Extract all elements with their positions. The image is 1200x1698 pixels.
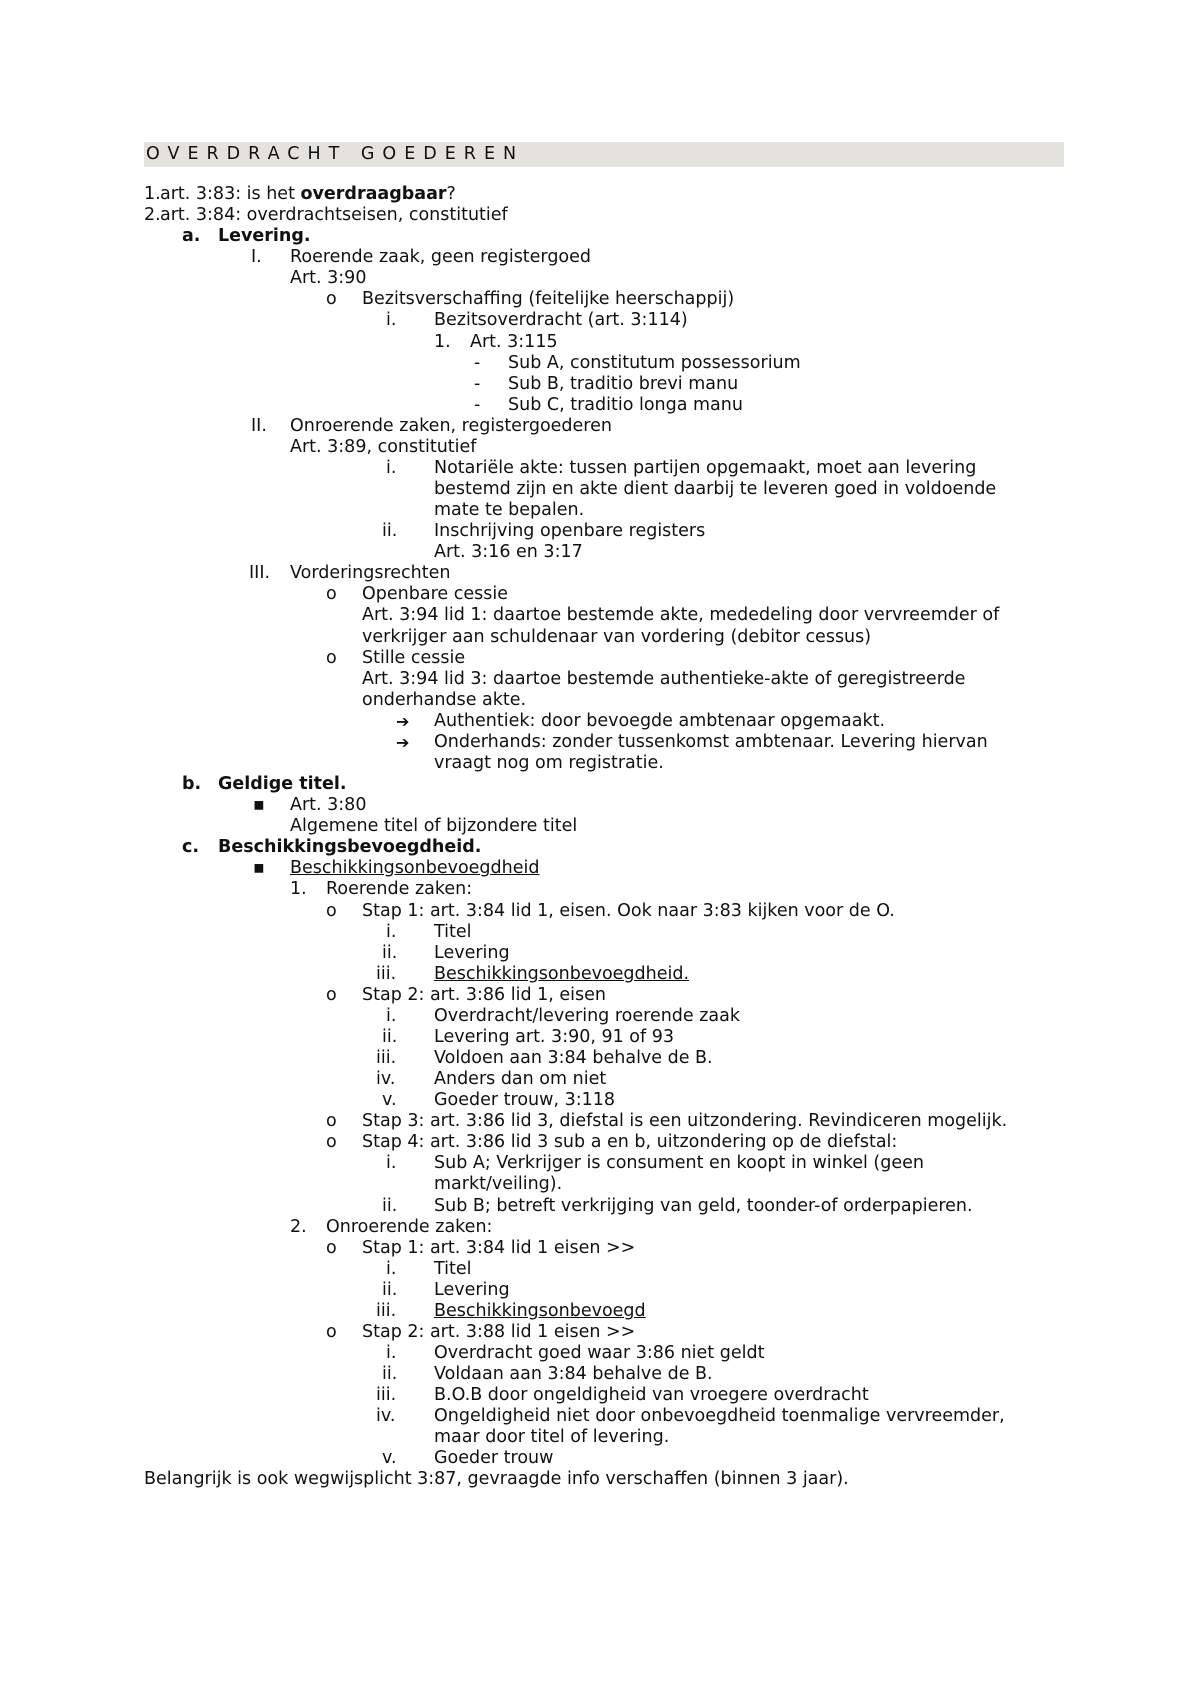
list-marker: i. bbox=[386, 310, 397, 330]
text-line: Notariële akte: tussen partijen opgemaakt, moet aan levering bbox=[434, 458, 977, 478]
text-line: markt/veiling). bbox=[434, 1174, 563, 1194]
text-line: Levering. bbox=[218, 226, 311, 246]
text-line: verkrijger aan schuldenaar van vordering (debitor cessus) bbox=[362, 627, 872, 647]
text-line: Sub A, constitutum possessorium bbox=[508, 353, 801, 373]
text-line: Goeder trouw bbox=[434, 1448, 554, 1468]
list-marker: iv. bbox=[376, 1406, 396, 1426]
list-marker: ▪ bbox=[253, 858, 265, 878]
list-marker: I. bbox=[251, 247, 262, 267]
list-marker: i. bbox=[386, 1006, 397, 1026]
list-marker: ii. bbox=[382, 1196, 398, 1216]
text-line: Beschikkingsbevoegdheid. bbox=[218, 837, 482, 857]
list-marker: II. bbox=[251, 416, 267, 436]
text-line: Stap 4: art. 3:86 lid 3 sub a en b, uitzondering op de diefstal: bbox=[362, 1132, 898, 1152]
list-marker: o bbox=[326, 584, 337, 604]
list-marker: 2. bbox=[144, 205, 161, 225]
text-line: Stap 2: art. 3:86 lid 1, eisen bbox=[362, 985, 606, 1005]
list-marker: 1. bbox=[434, 332, 451, 352]
list-marker: 1. bbox=[144, 184, 161, 204]
text-line: Openbare cessie bbox=[362, 584, 508, 604]
bold-term: overdraagbaar bbox=[300, 184, 447, 204]
list-marker: 1. bbox=[290, 879, 307, 899]
list-marker: o bbox=[326, 1322, 337, 1342]
text-line: Bezitsoverdracht (art. 3:114) bbox=[434, 310, 688, 330]
text-line: Ongeldigheid niet door onbevoegdheid toenmalige vervreemder, bbox=[434, 1406, 1005, 1426]
text-line: Belangrijk is ook wegwijsplicht 3:87, gevraagde info verschaffen (binnen 3 jaar). bbox=[144, 1469, 849, 1489]
list-marker: i. bbox=[386, 1153, 397, 1173]
list-marker: ➔ bbox=[396, 733, 410, 752]
text-line: Geldige titel. bbox=[218, 774, 347, 794]
list-marker: iii. bbox=[376, 1048, 397, 1068]
list-marker: v. bbox=[382, 1090, 397, 1110]
text-line: Beschikkingsonbevoegd bbox=[434, 1301, 646, 1321]
list-marker: o bbox=[326, 901, 337, 921]
text-line: Stap 3: art. 3:86 lid 3, diefstal is een uitzondering. Revindiceren mogelijk. bbox=[362, 1111, 1008, 1131]
text-line: Art. 3:16 en 3:17 bbox=[434, 542, 583, 562]
text-line: Art. 3:89, constitutief bbox=[290, 437, 477, 457]
text-line: Art. 3:94 lid 3: daartoe bestemde authentieke-akte of geregistreerde bbox=[362, 669, 966, 689]
text-line: Onderhands: zonder tussenkomst ambtenaar. Levering hiervan bbox=[434, 732, 988, 752]
text-line: Stille cessie bbox=[362, 648, 466, 668]
text-line: Overdracht goed waar 3:86 niet geldt bbox=[434, 1343, 765, 1363]
text-line: Roerende zaken: bbox=[326, 879, 473, 899]
list-marker: ii. bbox=[382, 521, 398, 541]
list-marker: iv. bbox=[376, 1069, 396, 1089]
text-segment: ? bbox=[446, 184, 456, 204]
list-marker: ▪ bbox=[253, 795, 265, 815]
list-marker: i. bbox=[386, 1259, 397, 1279]
text-line: bestemd zijn en akte dient daarbij te leveren goed in voldoende bbox=[434, 479, 997, 499]
text-line: Beschikkingsonbevoegdheid. bbox=[434, 964, 690, 984]
text-line: onderhandse akte. bbox=[362, 690, 527, 710]
list-marker: iii. bbox=[376, 964, 397, 984]
list-marker: iii. bbox=[376, 1385, 397, 1405]
text-line: Levering art. 3:90, 91 of 93 bbox=[434, 1027, 675, 1047]
text-line: Algemene titel of bijzondere titel bbox=[290, 816, 578, 836]
text-line: Roerende zaak, geen registergoed bbox=[290, 247, 592, 267]
list-marker: o bbox=[326, 985, 337, 1005]
list-marker: b. bbox=[182, 774, 202, 794]
text-line: Beschikkingsonbevoegdheid bbox=[290, 858, 540, 878]
list-marker: i. bbox=[386, 458, 397, 478]
list-marker: - bbox=[474, 353, 481, 373]
list-marker: iii. bbox=[376, 1301, 397, 1321]
text-line: Onroerende zaken, registergoederen bbox=[290, 416, 612, 436]
list-marker: ➔ bbox=[396, 712, 410, 731]
text-line: Levering bbox=[434, 943, 510, 963]
list-marker: o bbox=[326, 648, 337, 668]
list-marker: a. bbox=[182, 226, 201, 246]
text-line: Sub B; betreft verkrijging van geld, toonder-of orderpapieren. bbox=[434, 1196, 973, 1216]
text-line: Anders dan om niet bbox=[434, 1069, 607, 1089]
list-marker: 2. bbox=[290, 1217, 307, 1237]
text-line: Inschrijving openbare registers bbox=[434, 521, 706, 541]
list-marker: o bbox=[326, 1132, 337, 1152]
text-line bbox=[160, 184, 456, 205]
text-line: Levering bbox=[434, 1280, 510, 1300]
text-line: Goeder trouw, 3:118 bbox=[434, 1090, 616, 1110]
text-line: Art. 3:80 bbox=[290, 795, 367, 815]
text-line: Onroerende zaken: bbox=[326, 1217, 493, 1237]
page-title: OVERDRACHT GOEDEREN bbox=[144, 142, 1064, 167]
list-marker: ii. bbox=[382, 1364, 398, 1384]
text-line: Art. 3:94 lid 1: daartoe bestemde akte, mededeling door vervreemder of bbox=[362, 605, 1000, 625]
text-line: Sub A; Verkrijger is consument en koopt in winkel (geen bbox=[434, 1153, 924, 1173]
list-marker: III. bbox=[249, 563, 271, 583]
list-marker: c. bbox=[182, 837, 200, 857]
text-line: Overdracht/levering roerende zaak bbox=[434, 1006, 741, 1026]
list-marker: o bbox=[326, 289, 337, 309]
text-line: B.O.B door ongeldigheid van vroegere overdracht bbox=[434, 1385, 869, 1405]
text-line: Art. 3:90 bbox=[290, 268, 367, 288]
text-line: Stap 1: art. 3:84 lid 1, eisen. Ook naar 3:83 kijken voor de O. bbox=[362, 901, 895, 921]
text-line: Titel bbox=[434, 922, 472, 942]
text-line: Stap 1: art. 3:84 lid 1 eisen >> bbox=[362, 1238, 636, 1258]
list-marker: ii. bbox=[382, 1027, 398, 1047]
list-marker: ii. bbox=[382, 1280, 398, 1300]
text-line: mate te bepalen. bbox=[434, 500, 585, 520]
text-line: Vorderingsrechten bbox=[290, 563, 451, 583]
text-line: art. 3:84: overdrachtseisen, constitutief bbox=[160, 205, 508, 225]
text-line: Art. 3:115 bbox=[470, 332, 558, 352]
text-line: Voldaan aan 3:84 behalve de B. bbox=[434, 1364, 713, 1384]
list-marker: - bbox=[474, 374, 481, 394]
text-line: Voldoen aan 3:84 behalve de B. bbox=[434, 1048, 713, 1068]
text-line: vraagt nog om registratie. bbox=[434, 753, 664, 773]
list-marker: o bbox=[326, 1238, 337, 1258]
list-marker: v. bbox=[382, 1448, 397, 1468]
list-marker: i. bbox=[386, 922, 397, 942]
text-segment: art. 3:83: is het bbox=[160, 184, 301, 204]
text-line: Authentiek: door bevoegde ambtenaar opgemaakt. bbox=[434, 711, 886, 731]
text-line: Titel bbox=[434, 1259, 472, 1279]
list-marker: ii. bbox=[382, 943, 398, 963]
text-line: Sub C, traditio longa manu bbox=[508, 395, 743, 415]
text-line: Bezitsverschaffing (feitelijke heerschappij) bbox=[362, 289, 735, 309]
text-line: Stap 2: art. 3:88 lid 1 eisen >> bbox=[362, 1322, 636, 1342]
list-marker: o bbox=[326, 1111, 337, 1131]
text-line: Sub B, traditio brevi manu bbox=[508, 374, 739, 394]
list-marker: i. bbox=[386, 1343, 397, 1363]
text-line: maar door titel of levering. bbox=[434, 1427, 670, 1447]
list-marker: - bbox=[474, 395, 481, 415]
